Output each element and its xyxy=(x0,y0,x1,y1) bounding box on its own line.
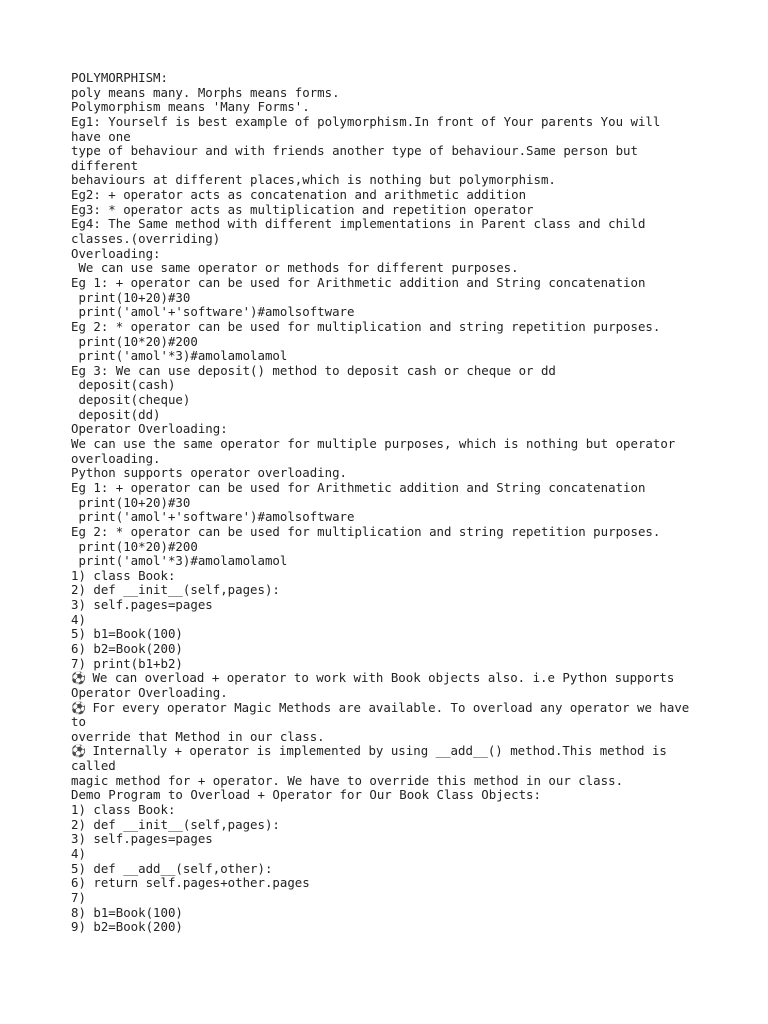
line-text: 1) class Book: xyxy=(71,802,176,818)
line-text: Eg3: * operator acts as multiplication and repetition operator xyxy=(71,201,534,217)
line-text: 4) xyxy=(71,845,86,861)
line-text: 2) def __init__(self,pages): xyxy=(71,582,280,598)
bullet-icon: ⚽ xyxy=(71,671,86,686)
text-line xyxy=(71,847,701,862)
line-text: 4) xyxy=(71,611,86,627)
text-line xyxy=(71,335,701,350)
text-line xyxy=(71,862,701,877)
text-line xyxy=(71,364,701,379)
text-line xyxy=(71,627,701,642)
line-text: classes.(overriding) xyxy=(71,231,221,247)
text-line xyxy=(71,261,701,276)
text-line xyxy=(71,583,701,598)
text-line xyxy=(71,920,701,935)
line-text: 5) b1=Book(100) xyxy=(71,626,183,642)
text-line xyxy=(71,173,701,188)
line-text: print(10*20)#200 xyxy=(71,538,198,554)
text-line xyxy=(71,130,701,145)
line-text: 6) b2=Book(200) xyxy=(71,640,183,656)
text-line xyxy=(71,613,701,628)
text-line xyxy=(71,437,701,452)
text-line xyxy=(71,730,701,745)
text-line xyxy=(71,408,701,423)
text-line xyxy=(71,715,701,730)
text-line xyxy=(71,291,701,306)
text-line xyxy=(71,876,701,891)
line-text: magic method for + operator. We have to override this method in our class. xyxy=(71,772,624,788)
line-text: have one xyxy=(71,128,131,144)
line-text: 3) self.pages=pages xyxy=(71,597,213,613)
text-line xyxy=(71,540,701,555)
text-line xyxy=(71,349,701,364)
text-line xyxy=(71,86,701,101)
line-text: We can use same operator or methods for different purposes. xyxy=(71,260,519,276)
text-line xyxy=(71,247,701,262)
line-text: Eg1: Yourself is best example of polymorphism.In front of Your parents You will xyxy=(71,113,661,129)
text-line xyxy=(71,217,701,232)
line-text: print('amol'+'software')#amolsoftware xyxy=(71,304,355,320)
line-text: Eg 3: We can use deposit() method to deposit cash or cheque or dd xyxy=(71,362,556,378)
text-line xyxy=(71,159,701,174)
line-text: called xyxy=(71,758,116,774)
line-text: 1) class Book: xyxy=(71,567,176,583)
line-text: behaviours at different places,which is nothing but polymorphism. xyxy=(71,172,556,188)
text-line xyxy=(71,832,701,847)
line-text: print(10+20)#30 xyxy=(71,289,191,305)
line-text: print('amol'*3)#amolamolamol xyxy=(71,348,288,364)
text-line xyxy=(71,803,701,818)
text-line xyxy=(71,759,701,774)
text-line xyxy=(71,422,701,437)
text-line xyxy=(71,276,701,291)
line-text: 5) def __add__(self,other): xyxy=(71,860,273,876)
line-text: print(10*20)#200 xyxy=(71,333,198,349)
line-text: Eg 2: * operator can be used for multiplication and string repetition purposes. xyxy=(71,523,661,539)
bullet-icon: ⚽ xyxy=(71,744,86,759)
text-line xyxy=(71,305,701,320)
text-line xyxy=(71,203,701,218)
line-text: print('amol'+'software')#amolsoftware xyxy=(71,509,355,525)
text-line xyxy=(71,100,701,115)
line-text: deposit(cheque) xyxy=(71,392,191,408)
line-text: different xyxy=(71,157,139,173)
line-text: to xyxy=(71,714,86,730)
line-text: Polymorphism means 'Many Forms'. xyxy=(71,99,310,115)
line-text: For every operator Magic Methods are available. To overload any operator we have xyxy=(85,699,690,715)
text-line xyxy=(71,466,701,481)
line-text: We can use the same operator for multiple purposes, which is nothing but operator xyxy=(71,436,676,452)
text-line xyxy=(71,554,701,569)
line-text: Eg 1: + operator can be used for Arithmetic addition and String concatenation xyxy=(71,479,646,495)
text-line xyxy=(71,481,701,496)
line-text: Internally + operator is implemented by using __add__() method.This method is xyxy=(85,743,667,759)
line-text: Eg2: + operator acts as concatenation and arithmetic addition xyxy=(71,187,527,203)
line-text: 3) self.pages=pages xyxy=(71,831,213,847)
text-line xyxy=(71,71,701,86)
line-text: Operator Overloading: xyxy=(71,421,228,437)
text-line xyxy=(71,144,701,159)
text-line xyxy=(71,744,701,759)
text-line xyxy=(71,598,701,613)
line-text: Python supports operator overloading. xyxy=(71,465,348,481)
text-line xyxy=(71,774,701,789)
line-text: Demo Program to Overload + Operator for Our Book Class Objects: xyxy=(71,787,541,803)
line-text: 7) print(b1+b2) xyxy=(71,655,183,671)
text-line xyxy=(71,115,701,130)
line-text: 8) b1=Book(100) xyxy=(71,904,183,920)
text-line xyxy=(71,891,701,906)
document-page xyxy=(71,71,701,935)
text-line xyxy=(71,188,701,203)
line-text: Eg 1: + operator can be used for Arithmetic addition and String concatenation xyxy=(71,274,646,290)
line-text: poly means many. Morphs means forms. xyxy=(71,84,340,100)
line-text: print('amol'*3)#amolamolamol xyxy=(71,553,288,569)
line-text: 6) return self.pages+other.pages xyxy=(71,875,310,891)
line-text: Eg 2: * operator can be used for multiplication and string repetition purposes. xyxy=(71,318,661,334)
line-text: POLYMORPHISM: xyxy=(71,70,168,85)
line-text: Operator Overloading. xyxy=(71,684,228,700)
line-text: Eg4: The Same method with different implementations in Parent class and child xyxy=(71,216,646,232)
bullet-icon: ⚽ xyxy=(71,700,86,715)
text-line xyxy=(71,452,701,467)
line-text: deposit(dd) xyxy=(71,406,161,422)
line-text: 9) b2=Book(200) xyxy=(71,919,183,935)
line-text: type of behaviour and with friends another type of behaviour.Same person but xyxy=(71,143,638,159)
text-line xyxy=(71,393,701,408)
line-text: deposit(cash) xyxy=(71,377,176,393)
text-line xyxy=(71,510,701,525)
line-text: 7) xyxy=(71,889,86,905)
text-line xyxy=(71,657,701,672)
text-line xyxy=(71,671,701,686)
text-line xyxy=(71,818,701,833)
text-line xyxy=(71,320,701,335)
line-text: override that Method in our class. xyxy=(71,728,325,744)
text-line xyxy=(71,569,701,584)
text-line xyxy=(71,642,701,657)
line-text: 2) def __init__(self,pages): xyxy=(71,816,280,832)
text-line xyxy=(71,232,701,247)
text-line xyxy=(71,378,701,393)
text-line xyxy=(71,788,701,803)
text-line xyxy=(71,525,701,540)
text-line xyxy=(71,686,701,701)
line-text: overloading. xyxy=(71,450,161,466)
line-text: print(10+20)#30 xyxy=(71,494,191,510)
text-line xyxy=(71,496,701,511)
text-line xyxy=(71,701,701,716)
line-text: We can overload + operator to work with Book objects also. i.e Python supports xyxy=(85,670,675,686)
line-text: Overloading: xyxy=(71,245,161,261)
text-line xyxy=(71,906,701,921)
